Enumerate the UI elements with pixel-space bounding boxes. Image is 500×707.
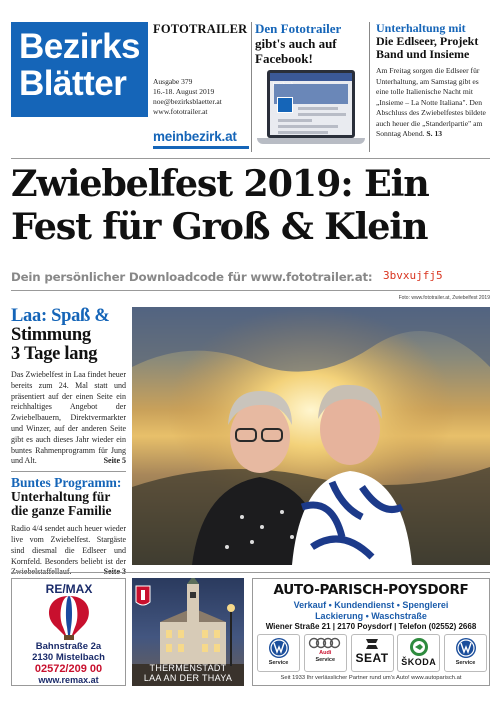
remax-balloon-icon [12,579,127,641]
brand-skoda-name: ŠKODA [401,657,437,667]
edlseer-teaser[interactable] [376,22,490,140]
article-page-ref[interactable]: Seite 5 [103,456,126,466]
portal-link[interactable]: meinbezirk.at [153,129,237,144]
facebook-teaser-title: gibt's auch auf Facebook! [255,36,337,66]
logo-line-1: Bezirks [19,27,141,66]
remax-ad[interactable] [11,578,126,686]
brand-vw-label: Service [268,660,289,666]
auto-parisch-ad[interactable] [252,578,490,686]
issue-details [153,77,222,117]
issue-dates: 16.-18. August 2019 [153,87,215,96]
logo-line-2: Blätter [19,64,127,103]
subline-divider [11,290,490,291]
brand-audi-service [304,634,347,672]
download-text: Dein persönlicher Downloadcode für www.fototrailer.at: [11,270,373,284]
issue-email[interactable]: noe@bezirksblaetter.at [153,97,222,106]
article-body: Das Zwiebelfest in Laa findet heuer bereits zum 24. Mal statt und präsentiert auf der einen Seite ein reichhaltiges Angebot der Zwiebelbauern, Direktvermarkter und Winzer, auf der anderen Seite gibt es auch dieses Jahr wieder ein buntes Rahmenprogramm für Jung und Alt. Seite 5 [11,370,126,466]
article2-title[interactable]: Unterhaltung für die ganze Familie [11,489,112,519]
download-code-line [11,268,490,290]
headline-line-2: Fest für Groß & Klein [11,205,428,248]
remax-brand: RE/MAX [45,582,93,596]
thermenstadt-caption [132,663,244,683]
column-divider [369,22,370,152]
brand-vw-nutz [444,634,487,672]
brand-seat-name: SEAT [355,651,389,665]
edlseer-title: Die Edlseer, Projekt Band und Insieme [376,34,479,61]
laptop-image [257,70,365,156]
headline-line-1: Zwiebelfest 2019: Ein [11,162,429,205]
facebook-teaser-kicker: Den Fototrailer [255,21,342,36]
article-title-3[interactable]: 3 Tage lang [11,344,98,364]
portal-underline [153,146,249,149]
brand-skoda [397,634,440,672]
issue-info [153,22,249,150]
brand-audi-name: Audi [319,650,332,656]
brand-seat [351,634,394,672]
auto-ad-services-1: Verkauf • Kundendienst • Spenglerei [293,600,449,610]
auto-ad-address: Wiener Straße 21 | 2170 Poysdorf | Telefon (02552) 2668 [265,622,477,631]
seat-logo-icon [363,637,381,651]
column-divider [251,22,252,152]
photo-credit: Foto: www.fototrailer.at, Zwiebelfest 2019 [398,295,490,301]
remax-street: Bahnstraße 2a [35,641,102,652]
article2-kicker[interactable]: Buntes Programm: [11,475,122,491]
article-title-1[interactable]: Laa: Spaß & [11,306,110,326]
issue-web[interactable]: www.fototrailer.at [153,107,208,116]
brand-vw-service [257,634,300,672]
auto-ad-footer[interactable]: Seit 1933 Ihr verlässlicher Partner rund um's Auto! www.autoparisch.at [280,675,462,681]
main-photo [132,307,490,565]
remax-phone[interactable]: 02572/209 00 [34,663,103,675]
vw-logo-icon [268,637,290,659]
article-title-2[interactable]: Stimmung [11,325,91,345]
issue-number: Ausgabe 379 [153,77,193,86]
thermenstadt-line-1: THERMENSTADT [149,663,227,673]
edlseer-page-ref[interactable]: S. 13 [426,129,443,138]
photo-illustration [132,307,490,565]
section-title: FOTOTRAILER [153,22,248,36]
auto-ad-services-2: Lackierung • Waschstraße [315,611,427,621]
remax-web[interactable]: www.remax.at [38,675,99,685]
audi-rings-icon [308,637,342,649]
vw-commercial-logo-icon [455,637,477,659]
facebook-teaser[interactable] [255,22,365,157]
auto-ad-title: AUTO-PARISCH-POYSDORF [273,582,469,598]
remax-address [12,641,125,685]
left-article-column [11,307,126,578]
remax-city: 2130 Mistelbach [32,652,105,663]
article2-body: Radio 4/4 sendet auch heuer wieder live vom Zwiebelfest. Stargäste sind diesmal die Edlseer und Kornfeld. Besonders beliebt ist der [11,524,126,578]
download-code[interactable]: 3bvxujfj5 [383,269,443,282]
brand-logos [257,634,487,672]
ads-divider [11,572,490,573]
main-headline [11,162,495,248]
brand-audi-label: Service [315,657,336,663]
thermenstadt-ad[interactable] [132,578,244,686]
article-divider [11,471,126,472]
brand-vw2-label: Service [455,660,476,666]
edlseer-kicker: Unterhaltung mit [376,21,466,35]
thermenstadt-line-2: LAA AN DER THAYA [143,673,233,683]
masthead-logo[interactable] [11,22,148,117]
edlseer-body: Am Freitag sorgen die Edlseer für Unterhaltung, am Samstag gibt es eine tolle Italienische Nacht mit „Insieme – La Notte Italiana". Den Abschluss des Zwiebelfestes bildete auch heuer die „Standerlpartie" am Sonntag Abend. S. 13 [376,66,486,138]
header-divider [11,158,490,159]
skoda-logo-icon [409,637,429,657]
